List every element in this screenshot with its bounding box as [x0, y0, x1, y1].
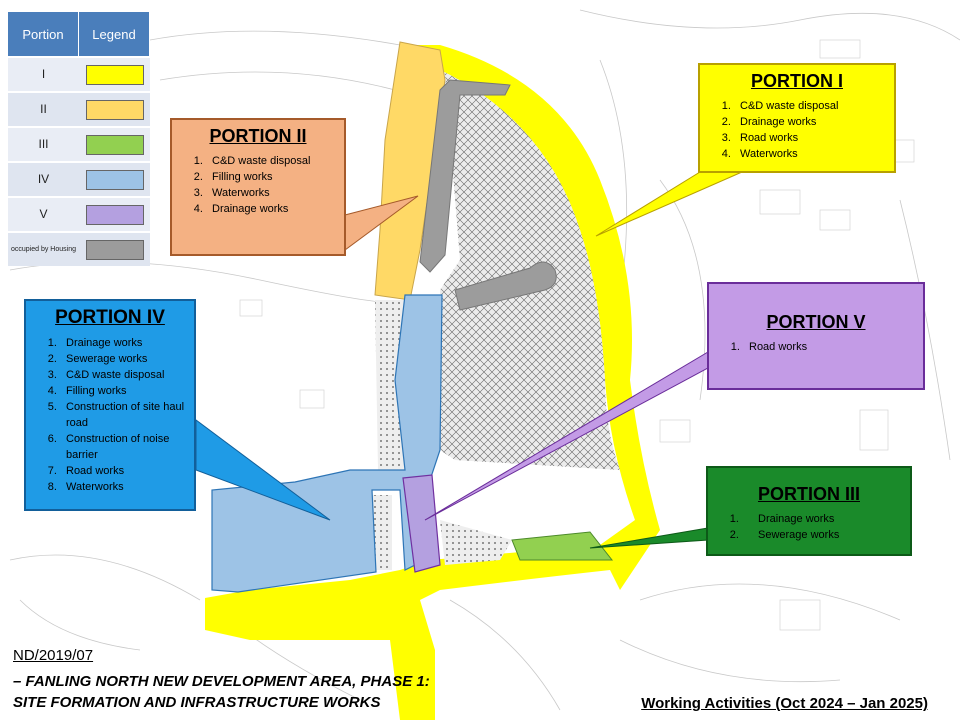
legend-table	[8, 12, 150, 258]
legend-row-i	[8, 56, 150, 91]
legend-label: occupied by Housing	[11, 245, 76, 253]
working-activities-caption: Working Activities (Oct 2024 – Jan 2025)	[641, 695, 928, 712]
list-item: 1. C&D waste disposal	[206, 153, 334, 169]
legend-header-portion: Portion	[8, 12, 79, 56]
list-item: 2. Sewerage works	[60, 351, 184, 367]
project-title-line-1: – FANLING NORTH NEW DEVELOPMENT AREA, PHASE 1:	[13, 673, 430, 690]
legend-swatch-yellow	[86, 65, 144, 85]
list-item: 3. Waterworks	[206, 185, 334, 201]
portion-iii-title: PORTION III	[757, 484, 860, 504]
portion-ii-list	[182, 153, 334, 217]
contract-number: ND/2019/07	[13, 647, 94, 664]
list-item: 5. Construction of site haul road	[60, 399, 184, 431]
list-item: 7. Road works	[60, 463, 184, 479]
legend-swatch-green	[86, 135, 144, 155]
portion-v-list	[719, 339, 913, 355]
portion-i-list	[710, 98, 884, 162]
portion-iv-title: PORTION IV	[55, 307, 165, 328]
legend-swatch-blue	[86, 170, 144, 190]
portion-v-callout	[707, 282, 925, 390]
legend-label: V	[39, 207, 48, 222]
portion-iii-area	[512, 532, 612, 560]
list-item: 4. Waterworks	[734, 146, 884, 162]
list-item: 4. Drainage works	[206, 201, 334, 217]
list-item: 3. C&D waste disposal	[60, 367, 184, 383]
portion-iv-area	[212, 295, 442, 592]
legend-label: I	[41, 67, 46, 82]
list-item: 3. Road works	[734, 130, 884, 146]
portion-iv-callout	[24, 299, 196, 511]
list-item: 1. Road works	[743, 339, 913, 355]
list-item: 1. C&D waste disposal	[734, 98, 884, 114]
legend-swatch-orange	[86, 100, 144, 120]
project-title	[13, 671, 430, 713]
portion-i-pointer	[596, 172, 742, 236]
legend-label: III	[38, 137, 49, 152]
list-item: 2. Sewerage works	[742, 527, 900, 543]
legend-row-iv	[8, 161, 150, 196]
legend-row-iii	[8, 126, 150, 161]
portion-ii-callout	[170, 118, 346, 256]
legend-swatch-grey	[86, 240, 144, 260]
portion-i-title: PORTION I	[750, 71, 843, 91]
list-item: 6. Construction of noise barrier	[60, 431, 184, 463]
legend-row-housing	[8, 231, 150, 266]
project-title-line-2: SITE FORMATION AND INFRASTRUCTURE WORKS	[13, 694, 381, 711]
legend-swatch-purple	[86, 205, 144, 225]
legend-row-ii	[8, 91, 150, 126]
portion-i-callout	[698, 63, 896, 173]
legend-label: IV	[37, 172, 50, 187]
portion-iv-list	[36, 335, 184, 495]
list-item: 4. Filling works	[60, 383, 184, 399]
list-item: 1. Drainage works	[742, 511, 900, 527]
portion-v-title: PORTION V	[766, 312, 866, 332]
portion-ii-title: PORTION II	[209, 126, 307, 146]
portion-iii-callout	[706, 466, 912, 556]
legend-row-v	[8, 196, 150, 231]
legend-label: II	[40, 102, 47, 117]
legend-header-legend: Legend	[79, 12, 150, 56]
portion-iii-list	[718, 511, 900, 543]
list-item: 2. Filling works	[206, 169, 334, 185]
list-item: 1. Drainage works	[60, 335, 184, 351]
list-item: 2. Drainage works	[734, 114, 884, 130]
list-item: 8. Waterworks	[60, 479, 184, 495]
